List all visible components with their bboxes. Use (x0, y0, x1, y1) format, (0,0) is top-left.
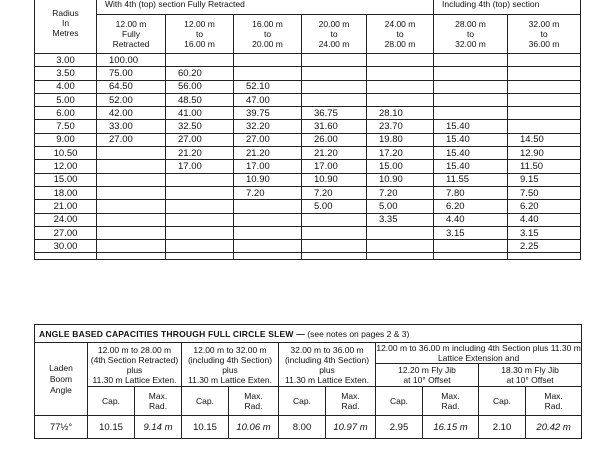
capacity-cell (97, 173, 166, 186)
capacity-cell (166, 213, 234, 226)
capacity-cell (166, 240, 234, 253)
capacity-cell: 60.20 (166, 67, 234, 80)
cap-header: Cap. (279, 387, 326, 416)
capacity-cell (234, 200, 302, 213)
column-header: 16.00 m to 20.00 m (234, 15, 302, 54)
capacity-cell (302, 226, 367, 239)
section-header-2: 12.00 m to 32.00 m (including 4th Section) plus 11.30 m Lattice Exten. (182, 343, 279, 387)
capacity-cell: 27.00 (97, 133, 166, 146)
capacity-cell: 15.40 (434, 160, 508, 173)
empty-cell (367, 253, 434, 260)
capacity-cell (434, 54, 508, 67)
capacity-cell: 2.10 (479, 416, 526, 439)
table-row (35, 80, 581, 93)
radius-cell: 10.50 (35, 147, 97, 160)
empty-cell (234, 253, 302, 260)
table-row (35, 133, 581, 146)
capacity-cell: 48.50 (166, 93, 234, 106)
jib-header-12-20: 12.20 m Fly Jib at 10° Offset (376, 364, 479, 387)
capacity-cell: 47.00 (234, 93, 302, 106)
radius-cell: 24.00 (35, 213, 97, 226)
capacity-cell: 75.00 (97, 67, 166, 80)
max-radius-cell: 20.42 m (526, 416, 582, 439)
capacity-cell (97, 200, 166, 213)
capacity-cell: 8.00 (279, 416, 326, 439)
group-header-retracted: With 4th (top) section Fully Retracted (97, 0, 434, 15)
capacity-cell (97, 147, 166, 160)
capacity-cell (508, 54, 581, 67)
capacity-cell: 17.00 (302, 160, 367, 173)
boom-angle-header: Laden Boom Angle (35, 343, 88, 416)
max-radius-header: Max. Rad. (526, 387, 582, 416)
table-row (35, 416, 582, 439)
table-row (35, 240, 581, 253)
capacity-cell: 52.10 (234, 80, 302, 93)
table-row (35, 107, 581, 120)
capacity-cell (508, 80, 581, 93)
capacity-cell (434, 80, 508, 93)
table-row (35, 213, 581, 226)
capacity-cell: 5.00 (302, 200, 367, 213)
empty-cell (302, 253, 367, 260)
radius-cell: 9.00 (35, 133, 97, 146)
capacity-cell: 23.70 (367, 120, 434, 133)
section-header-4: 12.00 m to 36.00 m including 4th Section plus 11.30 m Lattice Extension and (376, 343, 581, 363)
capacity-cell (97, 186, 166, 199)
column-header: 32.00 m to 36.00 m (508, 15, 581, 54)
capacity-cell: 7.80 (434, 186, 508, 199)
max-radius-cell: 9.14 m (135, 416, 182, 439)
radius-cell: 7.50 (35, 120, 97, 133)
capacity-cell: 3.15 (508, 226, 581, 239)
capacity-cell: 15.00 (367, 160, 434, 173)
table-row (35, 54, 581, 67)
cap-header: Cap. (88, 387, 135, 416)
table-row (35, 186, 581, 199)
capacity-cell: 21.20 (234, 147, 302, 160)
capacity-cell: 7.20 (302, 186, 367, 199)
empty-cell (35, 253, 97, 260)
table-row (35, 173, 581, 186)
capacity-cell (508, 93, 581, 106)
capacity-cell: 4.40 (508, 213, 581, 226)
capacity-cell: 39.75 (234, 107, 302, 120)
capacity-cell (97, 226, 166, 239)
table-row (35, 93, 581, 106)
capacity-cell (166, 226, 234, 239)
empty-cell (166, 253, 234, 260)
capacity-cell: 21.20 (166, 147, 234, 160)
capacity-cell: 12.90 (508, 147, 581, 160)
radius-cell: 18.00 (35, 186, 97, 199)
capacity-cell (367, 54, 434, 67)
table-row (35, 160, 581, 173)
angle-title-note: (see notes on pages 2 & 3) (307, 328, 410, 339)
column-header: 12.00 m to 16.00 m (166, 15, 234, 54)
capacity-cell: 14.50 (508, 133, 581, 146)
capacity-cell: 7.20 (367, 186, 434, 199)
max-radius-cell: 10.97 m (326, 416, 376, 439)
radius-cell: 21.00 (35, 200, 97, 213)
capacity-cell: 6.20 (434, 200, 508, 213)
capacity-cell: 3.15 (434, 226, 508, 239)
capacity-cell: 21.20 (302, 147, 367, 160)
section-header-1: 12.00 m to 28.00 m (4th Section Retracted) plus 11.30 m Lattice Exten. (88, 343, 182, 387)
table-row (35, 147, 581, 160)
capacity-cell (234, 54, 302, 67)
capacity-cell: 15.40 (434, 120, 508, 133)
capacity-cell: 10.90 (302, 173, 367, 186)
cap-header: Cap. (182, 387, 229, 416)
capacity-cell (97, 160, 166, 173)
capacity-cell (234, 67, 302, 80)
max-radius-header: Max. Rad. (326, 387, 376, 416)
table-row (35, 120, 581, 133)
capacity-cell (302, 93, 367, 106)
capacity-cell (97, 240, 166, 253)
radius-cell: 3.50 (35, 67, 97, 80)
capacity-cell (302, 213, 367, 226)
table-row (35, 67, 581, 80)
cap-header: Cap. (479, 387, 526, 416)
capacity-cell (166, 54, 234, 67)
radius-cell: 12.00 (35, 160, 97, 173)
capacity-cell: 32.20 (234, 120, 302, 133)
cap-header: Cap. (376, 387, 423, 416)
radius-header: Radius In Metres (35, 0, 97, 54)
capacity-cell (302, 240, 367, 253)
max-radius-header: Max. Rad. (423, 387, 479, 416)
capacity-cell: 9.15 (508, 173, 581, 186)
empty-cell (434, 253, 508, 260)
max-radius-header: Max. Rad. (229, 387, 279, 416)
capacity-cell (367, 93, 434, 106)
capacity-cell: 31.60 (302, 120, 367, 133)
column-header: 12.00 m Fully Retracted (97, 15, 166, 54)
capacity-cell (302, 67, 367, 80)
capacity-cell (302, 54, 367, 67)
capacity-cell: 28.10 (367, 107, 434, 120)
capacity-cell: 42.00 (97, 107, 166, 120)
capacity-cell: 11.55 (434, 173, 508, 186)
capacity-cell (234, 240, 302, 253)
radius-cell: 15.00 (35, 173, 97, 186)
capacity-cell (367, 240, 434, 253)
angle-capacity-table (34, 324, 582, 439)
capacity-cell: 100.00 (97, 54, 166, 67)
capacity-cell (302, 80, 367, 93)
column-header: 28.00 m to 32.00 m (434, 15, 508, 54)
group-header-including: Including 4th (top) section (434, 0, 581, 15)
capacity-cell (97, 213, 166, 226)
column-header: 20.00 m to 24.00 m (302, 15, 367, 54)
capacity-cell: 26.00 (302, 133, 367, 146)
capacity-cell: 52.00 (97, 93, 166, 106)
capacity-cell: 5.00 (367, 200, 434, 213)
table-bottom-margin (35, 253, 581, 260)
radius-capacity-table (34, 0, 581, 260)
angle-title-text: ANGLE BASED CAPACITIES THROUGH FULL CIRCLE SLEW — (39, 328, 305, 339)
radius-cell: 4.00 (35, 80, 97, 93)
capacity-cell: 10.15 (182, 416, 229, 439)
capacity-cell: 17.20 (367, 147, 434, 160)
capacity-cell: 32.50 (166, 120, 234, 133)
capacity-cell (166, 173, 234, 186)
capacity-cell: 10.90 (367, 173, 434, 186)
capacity-cell (434, 107, 508, 120)
capacity-cell (367, 80, 434, 93)
angle-table-title (35, 325, 582, 343)
radius-cell: 27.00 (35, 226, 97, 239)
capacity-cell: 7.20 (234, 186, 302, 199)
radius-cell: 6.00 (35, 107, 97, 120)
table-row (35, 226, 581, 239)
capacity-cell: 33.00 (97, 120, 166, 133)
capacity-cell: 6.20 (508, 200, 581, 213)
capacity-cell: 27.00 (234, 133, 302, 146)
radius-cell: 30.00 (35, 240, 97, 253)
capacity-cell: 4.40 (434, 213, 508, 226)
capacity-cell (508, 120, 581, 133)
capacity-cell: 10.15 (88, 416, 135, 439)
capacity-cell: 19.80 (367, 133, 434, 146)
capacity-cell (434, 93, 508, 106)
capacity-cell (234, 213, 302, 226)
table-row (35, 200, 581, 213)
max-radius-header: Max. Rad. (135, 387, 182, 416)
capacity-cell: 41.00 (166, 107, 234, 120)
column-header: 24.00 m to 28.00 m (367, 15, 434, 54)
capacity-cell: 3.35 (367, 213, 434, 226)
empty-cell (508, 253, 581, 260)
radius-cell: 5.00 (35, 93, 97, 106)
capacity-cell (166, 186, 234, 199)
capacity-cell: 15.40 (434, 133, 508, 146)
boom-angle-cell: 77½° (35, 416, 88, 439)
capacity-cell: 11.50 (508, 160, 581, 173)
capacity-cell: 17.00 (234, 160, 302, 173)
capacity-cell: 36.75 (302, 107, 367, 120)
capacity-cell: 7.50 (508, 186, 581, 199)
capacity-cell (508, 67, 581, 80)
capacity-cell (166, 200, 234, 213)
max-radius-cell: 16.15 m (423, 416, 479, 439)
empty-cell (97, 253, 166, 260)
capacity-cell: 56.00 (166, 80, 234, 93)
capacity-cell (234, 226, 302, 239)
capacity-cell: 27.00 (166, 133, 234, 146)
capacity-cell: 64.50 (97, 80, 166, 93)
capacity-cell: 10.90 (234, 173, 302, 186)
capacity-cell: 2.25 (508, 240, 581, 253)
capacity-cell (434, 240, 508, 253)
capacity-cell (434, 67, 508, 80)
capacity-cell (367, 67, 434, 80)
capacity-cell: 2.95 (376, 416, 423, 439)
capacity-cell (367, 226, 434, 239)
capacity-cell: 17.00 (166, 160, 234, 173)
jib-header-18-30: 18.30 m Fly Jib at 10° Offset (479, 364, 582, 387)
radius-cell: 3.00 (35, 54, 97, 67)
capacity-cell (508, 107, 581, 120)
section-header-3: 32.00 m to 36.00 m (including 4th Section) plus 11.30 m Lattice Exten. (279, 343, 376, 387)
max-radius-cell: 10.06 m (229, 416, 279, 439)
capacity-cell: 15.40 (434, 147, 508, 160)
